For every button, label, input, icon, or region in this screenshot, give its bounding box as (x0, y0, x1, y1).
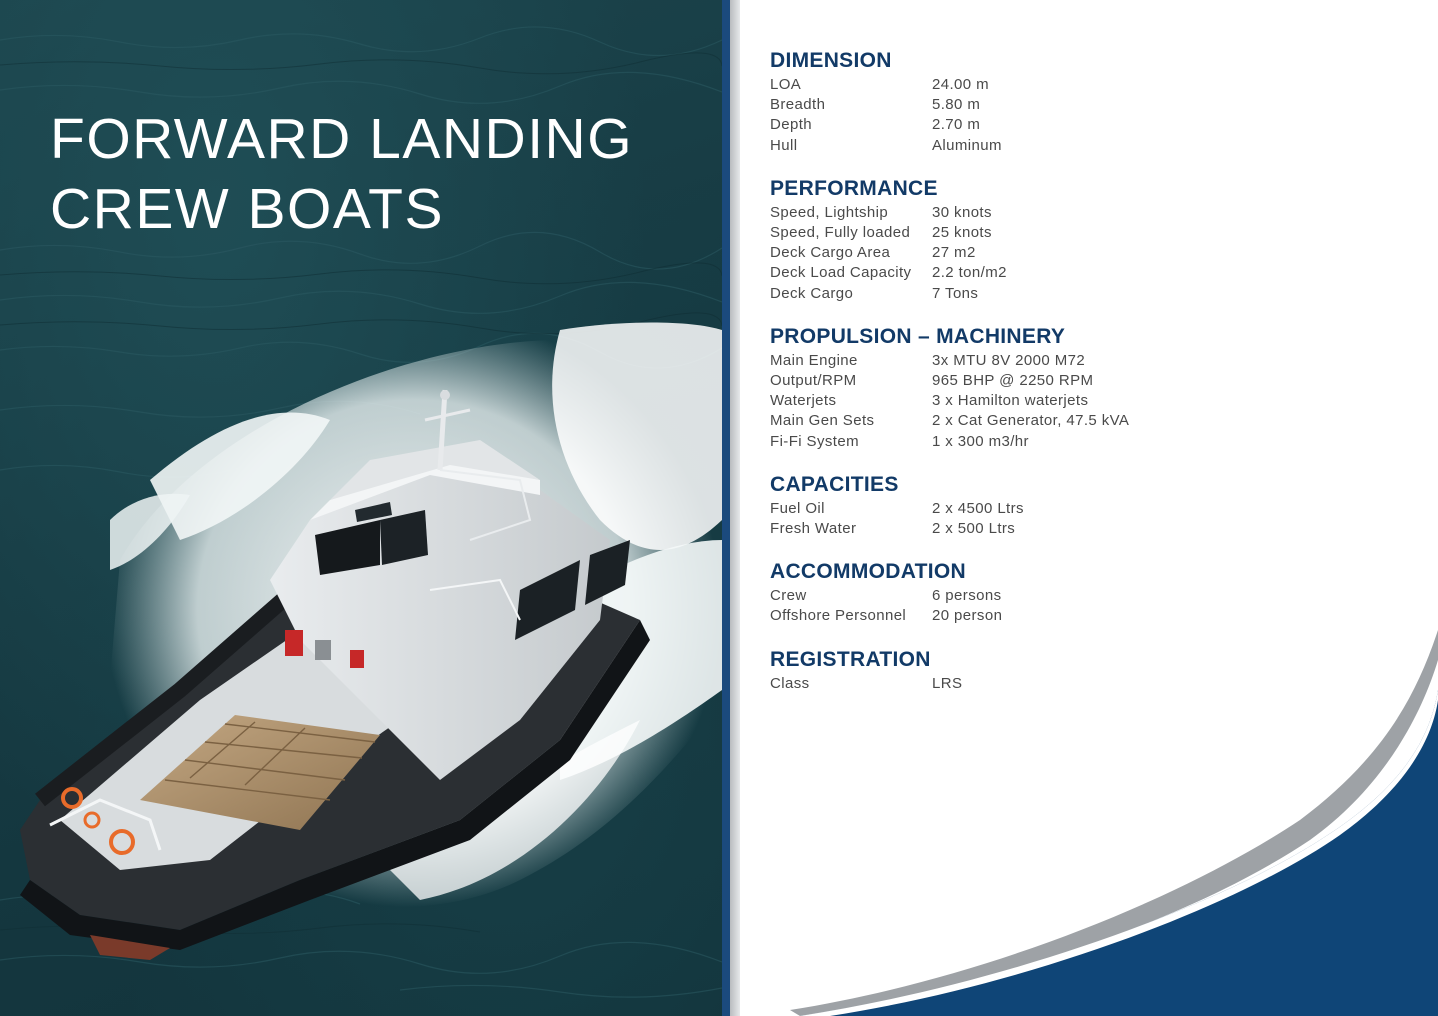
spec-row (770, 284, 1290, 304)
spec-value: Aluminum (932, 136, 1002, 154)
spec-label: Deck Cargo (770, 284, 854, 302)
spec-row (770, 203, 1290, 223)
spec-label: Output/RPM (770, 372, 857, 390)
spec-row (770, 95, 1290, 115)
section-title: PERFORMANCE (770, 176, 938, 200)
section-propulsion-machinery (770, 324, 1290, 452)
spec-row (770, 606, 1290, 626)
spec-row (770, 432, 1290, 452)
spec-row (770, 136, 1290, 156)
spec-row (770, 371, 1290, 391)
spec-label: Fuel Oil (770, 499, 825, 517)
specifications-page (740, 0, 1438, 1016)
spec-value: 2 x 500 Ltrs (932, 520, 1016, 538)
spec-value: 24.00 m (932, 76, 989, 93)
spec-value: 2 x 4500 Ltrs (932, 499, 1024, 517)
spec-label: Deck Load Capacity (770, 264, 912, 282)
spec-value: LRS (932, 674, 963, 692)
spec-label: Breadth (770, 96, 826, 114)
spec-row (770, 499, 1290, 519)
section-title: PROPULSION – MACHINERY (770, 324, 1066, 348)
spec-row (770, 75, 1290, 95)
spec-row (770, 391, 1290, 411)
spec-value: 965 BHP @ 2250 RPM (932, 372, 1094, 390)
spec-value: 2 x Cat Generator, 47.5 kVA (932, 412, 1130, 430)
spec-label: Waterjets (770, 392, 837, 410)
spec-value: 25 knots (932, 224, 992, 242)
spec-label: Crew (770, 587, 807, 605)
spec-value: 6 persons (932, 587, 1002, 605)
section-performance (770, 176, 1290, 304)
section-title: DIMENSION (770, 49, 892, 72)
spec-value: 30 knots (932, 203, 992, 221)
spec-row (770, 586, 1290, 606)
spec-label: Class (770, 674, 810, 692)
spec-label: LOA (770, 76, 802, 93)
spec-value: 3x MTU 8V 2000 M72 (932, 351, 1086, 369)
spec-label: Main Engine (770, 351, 858, 369)
spec-value: 1 x 300 m3/hr (932, 432, 1029, 450)
spec-row (770, 519, 1290, 539)
spec-value: 2.70 m (932, 116, 981, 134)
spec-row (770, 115, 1290, 135)
spec-label: Offshore Personnel (770, 607, 907, 625)
spec-value: 3 x Hamilton waterjets (932, 392, 1089, 410)
spec-label: Fi-Fi System (770, 432, 859, 450)
spec-value: 2.2 ton/m2 (932, 264, 1007, 282)
spec-row (770, 263, 1290, 283)
spec-row (770, 674, 1290, 694)
spec-value: 20 person (932, 607, 1003, 625)
section-title: ACCOMMODATION (770, 560, 966, 584)
spec-row (770, 223, 1290, 243)
spec-row (770, 411, 1290, 431)
cover-title-line-2: CREW BOATS (50, 177, 444, 241)
section-title: REGISTRATION (770, 647, 931, 671)
spec-row (770, 351, 1290, 371)
section-registration (770, 647, 1290, 694)
spine-grey-band (730, 0, 740, 1016)
section-dimension (770, 48, 1290, 156)
spec-label: Deck Cargo Area (770, 244, 891, 262)
spec-value: 7 Tons (932, 284, 979, 302)
cover-title-line-1: FORWARD LANDING (50, 107, 634, 171)
spec-label: Depth (770, 116, 813, 134)
spec-value: 5.80 m (932, 96, 981, 114)
specifications-list (770, 48, 1290, 714)
spec-label: Speed, Fully loaded (770, 224, 911, 242)
spec-label: Speed, Lightship (770, 203, 889, 221)
section-capacities (770, 472, 1290, 539)
spine-blue-band (722, 0, 730, 1016)
spec-label: Main Gen Sets (770, 412, 875, 430)
spec-label: Hull (770, 136, 798, 154)
section-accommodation (770, 559, 1290, 626)
spec-row (770, 243, 1290, 263)
spec-label: Fresh Water (770, 520, 857, 538)
spec-value: 27 m2 (932, 244, 976, 262)
section-title: CAPACITIES (770, 472, 899, 496)
